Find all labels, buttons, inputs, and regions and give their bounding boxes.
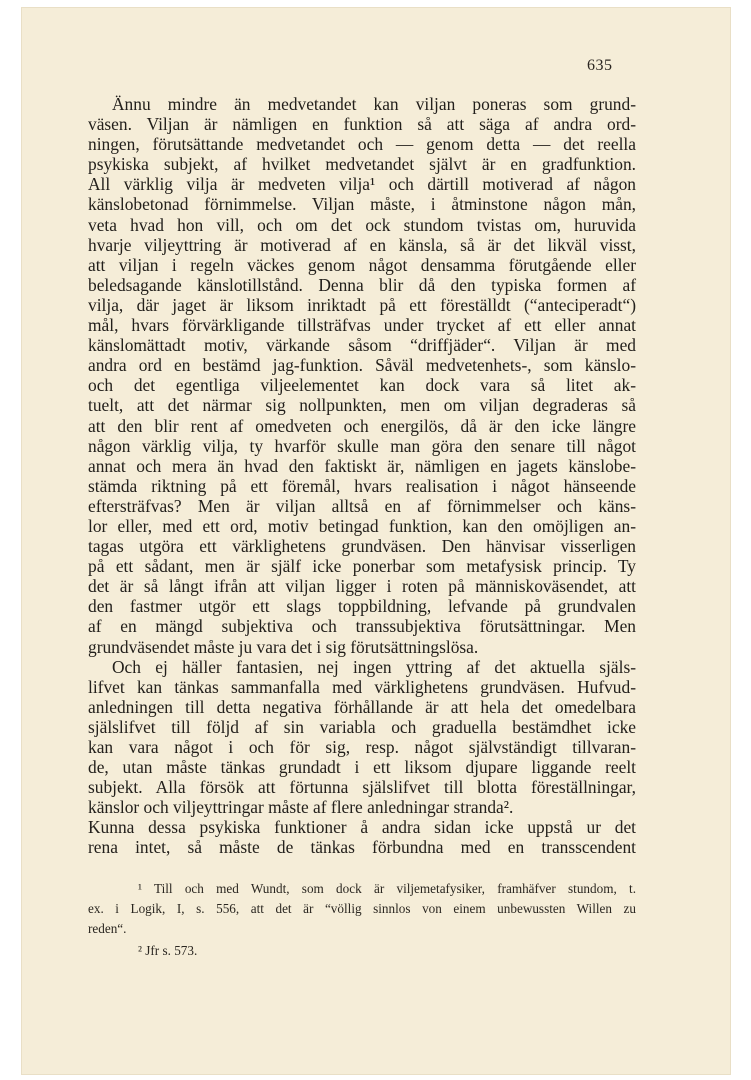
text-line: vilja, där jaget är liksom inriktadt på ett föreställdt (“anteciperadt“) — [88, 294, 636, 315]
text-line: annat och mera än hvad den faktiskt är, nämligen en jagets känslobe- — [88, 455, 636, 476]
text-line: att den blir rent af omedveten och energilös, då är den icke längre — [88, 415, 636, 436]
footnote-line: ¹ Till och med Wundt, som dock är viljemetafysiker, framhäfver stundom, t. — [138, 881, 636, 896]
text-line: de, utan måste tänkas grundadt i ett liksom djupare liggande reelt — [88, 757, 636, 778]
book-page — [22, 8, 730, 1074]
text-line: Och ej häller fantasien, nej ingen yttring af det aktuella själs- — [112, 656, 636, 677]
text-line: eftersträfvas? Men är viljan alltså en af förnimmelser och käns- — [88, 495, 636, 516]
text-line: känslomättadt motiv, värkande såsom “driffjäder“. Viljan är med — [88, 335, 636, 356]
text-line: Kunna dessa psykiska funktioner å andra sidan icke uppstå ur det — [88, 817, 636, 838]
text-line: psykiska subjekt, af hvilket medvetandet självt är en gradfunktion. — [88, 154, 636, 175]
footnote-line: ex. i Logik, I, s. 556, att det är “völlig sinnlos von einem unbewussten Willen zu — [88, 901, 636, 916]
text-line: hvarje viljeyttring är motiverad af en känsla, så är det likväl visst, — [88, 234, 636, 255]
text-line: rena intet, så måste de tänkas förbundna med en transscendent — [88, 837, 636, 858]
text-line: på ett sådant, men är själf icke ponerbar som metafysisk princip. Ty — [88, 556, 636, 577]
text-line: subjekt. Alla försök att förtunna själslifvet till blotta föreställningar, — [88, 777, 636, 798]
text-line: att viljan i regeln väckes genom något densamma förutgående eller — [88, 254, 636, 275]
footnote-line: reden“. — [88, 921, 127, 936]
text-line: lifvet kan tänkas sammanfalla med värklighetens grundväsen. Hufvud- — [88, 676, 636, 697]
text-line: lor eller, med ett ord, motiv betingad funktion, kan den omöjligen an- — [88, 515, 636, 536]
text-line: tagas utgöra ett värklighetens grundväsen. Den hänvisar visserligen — [88, 536, 636, 557]
text-line: själslifvet till följd af sin variabla och graduella bestämdhet icke — [88, 716, 636, 737]
text-line: känslobetonad förnimmelse. Viljan måste, i åtminstone någon mån, — [88, 194, 636, 215]
text-line: af en mängd subjektiva och transsubjektiva förutsättningar. Men — [88, 616, 636, 637]
text-line: kan vara något i och för sig, resp. något självständigt tillvaran- — [88, 737, 636, 757]
text-line: Ännu mindre än medvetandet kan viljan poneras som grund- — [112, 94, 636, 114]
text-line: andra ord en bestämd jag-funktion. Såväl medvetenhets-, som känslo- — [88, 355, 636, 376]
text-line: det är så långt ifrån att viljan ligger i roten på människoväsendet, att — [88, 576, 636, 597]
text-line: och det egentliga viljeelementet kan dock vara så litet ak- — [88, 375, 636, 396]
text-line: ningen, förutsättande medvetandet och — genom detta — det reella — [88, 134, 636, 155]
text-line: veta hvad hon vill, och om det ock stundom tvistas om, huruvida — [88, 214, 636, 235]
text-line: All värklig vilja är medveten vilja¹ och därtill motiverad af någon — [88, 174, 636, 195]
footnote-line: ² Jfr s. 573. — [138, 943, 198, 958]
text-line: känslor och viljeyttringar måste af flere anledningar stranda². — [88, 797, 514, 818]
text-line: beledsagande känslotillstånd. Denna blir då den typiska formen af — [88, 274, 636, 295]
text-line: anledningen till detta negativa förhållande är att hela det omedelbara — [88, 696, 636, 717]
text-line: mål, hvars förvärkligande tillsträfvas under trycket af ett eller annat — [88, 315, 636, 336]
text-line: den fastmer utgör ett slags toppbildning, lefvande på grundvalen — [88, 596, 636, 617]
text-line: stämda riktning på ett föremål, hvars realisation i något hänseende — [88, 475, 636, 496]
text-line: tuelt, att det närmar sig nollpunkten, men om viljan degraderas så — [88, 395, 636, 416]
text-line: grundväsendet måste ju vara det i sig förutsättningslösa. — [88, 636, 479, 657]
page-number: 635 — [587, 57, 613, 74]
text-line: någon värklig vilja, ty hvarför skulle man göra den senare till något — [88, 435, 636, 456]
footnotes — [88, 879, 636, 961]
text-line: väsen. Viljan är nämligen en funktion så att säga af andra ord- — [88, 114, 636, 135]
body-text — [88, 94, 636, 858]
